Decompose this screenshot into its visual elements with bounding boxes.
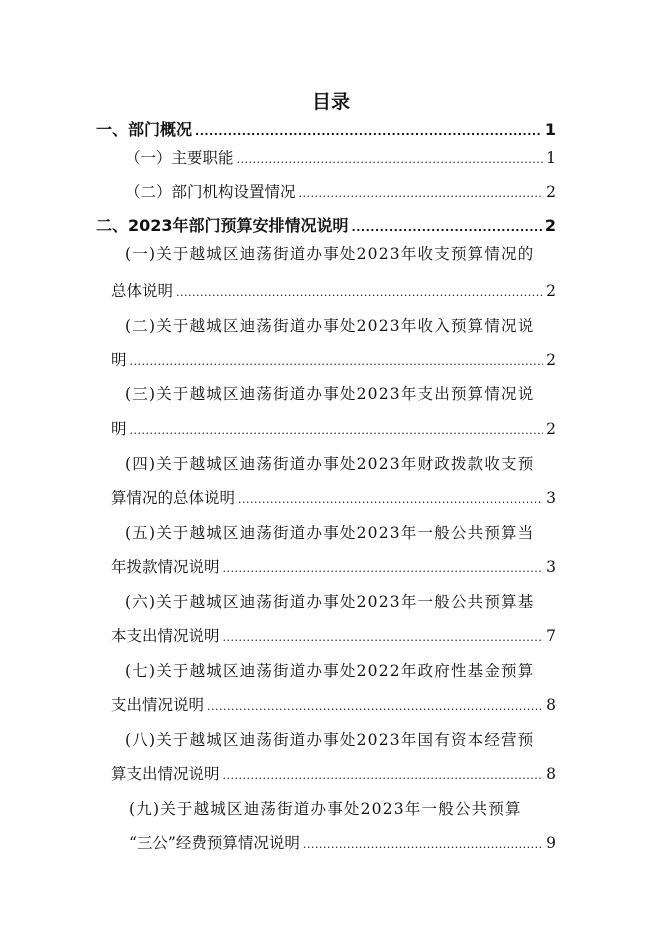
toc-entry-line[interactable]: (六)关于越城区迪荡街道办事处2023年一般公共预算基 — [125, 593, 535, 611]
toc-entry-text: “三公”经费预算情况说明 — [129, 834, 300, 852]
toc-entry-text: （一）主要职能 — [125, 149, 234, 167]
toc-page-number: 9 — [546, 834, 556, 852]
toc-entry-text: （二）部门机构设置情况 — [125, 183, 296, 201]
toc-entry-text: 算情况的总体说明 — [111, 489, 236, 507]
toc-leader — [238, 493, 543, 506]
toc-entry[interactable] — [111, 348, 556, 370]
toc-entry[interactable] — [111, 417, 556, 439]
toc-entry-text: 算支出情况说明 — [111, 765, 220, 783]
toc-entry-text: 本支出情况说明 — [111, 627, 220, 645]
toc-entry-line[interactable]: (七)关于越城区迪荡街道办事处2022年政府性基金预算 — [125, 662, 535, 680]
toc-page-number: 3 — [546, 558, 556, 576]
toc-leader — [223, 769, 544, 782]
toc-page-number: 8 — [546, 765, 556, 783]
toc-page-number: 1 — [544, 120, 556, 139]
toc-entry-text: 明 — [111, 420, 127, 438]
toc-entry-text: 二、2023年部门预算安排情况说明 — [96, 216, 349, 235]
toc-leader — [195, 125, 542, 138]
page-title: 目录 — [311, 91, 350, 113]
toc-entry-text: 一、部门概况 — [96, 120, 193, 139]
toc-page-number: 1 — [546, 149, 556, 167]
toc-page-number: 2 — [546, 282, 556, 300]
toc-entry[interactable] — [96, 213, 556, 236]
toc-leader — [223, 562, 544, 575]
toc-entry-line[interactable]: (五)关于越城区迪荡街道办事处2023年一般公共预算当 — [125, 524, 535, 542]
toc-page-number: 2 — [546, 351, 556, 369]
toc-leader — [130, 424, 544, 437]
toc-entry[interactable] — [111, 486, 556, 508]
toc-leader — [299, 187, 544, 200]
toc-entry-line[interactable]: (一)关于越城区迪荡街道办事处2023年收支预算情况的 — [125, 245, 535, 263]
toc-page-number: 2 — [546, 183, 556, 201]
toc-entry[interactable] — [111, 624, 556, 646]
toc-entry[interactable] — [96, 117, 556, 140]
toc-leader — [303, 838, 543, 851]
toc-entry-text: 支出情况说明 — [111, 696, 205, 714]
toc-page-number: 2 — [546, 420, 556, 438]
toc-leader — [207, 700, 543, 713]
toc-entry-text: 总体说明 — [111, 282, 174, 300]
toc-page-number: 7 — [546, 627, 556, 645]
toc-entry[interactable] — [111, 279, 556, 301]
toc-entry[interactable] — [125, 180, 556, 202]
toc-entry-line[interactable]: (三)关于越城区迪荡街道办事处2023年支出预算情况说 — [125, 385, 535, 403]
toc-page-number: 2 — [544, 216, 556, 235]
toc-entry[interactable] — [125, 146, 556, 168]
toc-entry[interactable] — [111, 693, 556, 715]
toc-entry[interactable] — [129, 831, 556, 853]
toc-page-number: 8 — [546, 696, 556, 714]
toc-entry[interactable] — [111, 555, 556, 577]
toc-entry-line[interactable]: (九)关于越城区迪荡街道办事处2023年一般公共预算 — [129, 800, 522, 818]
toc-leader — [223, 631, 544, 644]
toc-leader — [237, 153, 544, 166]
toc-entry-text: 年拨款情况说明 — [111, 558, 220, 576]
toc-page-number: 3 — [546, 489, 556, 507]
toc-entry-text: 明 — [111, 351, 127, 369]
toc-leader — [130, 355, 544, 368]
toc-entry-line[interactable]: (八)关于越城区迪荡街道办事处2023年国有资本经营预 — [125, 731, 535, 749]
toc-entry-line[interactable]: (二)关于越城区迪荡街道办事处2023年收入预算情况说 — [125, 317, 535, 335]
toc-leader — [176, 286, 543, 299]
toc-leader — [352, 221, 542, 234]
toc-entry-line[interactable]: (四)关于越城区迪荡街道办事处2023年财政拨款收支预 — [125, 455, 535, 473]
toc-entry[interactable] — [111, 762, 556, 784]
